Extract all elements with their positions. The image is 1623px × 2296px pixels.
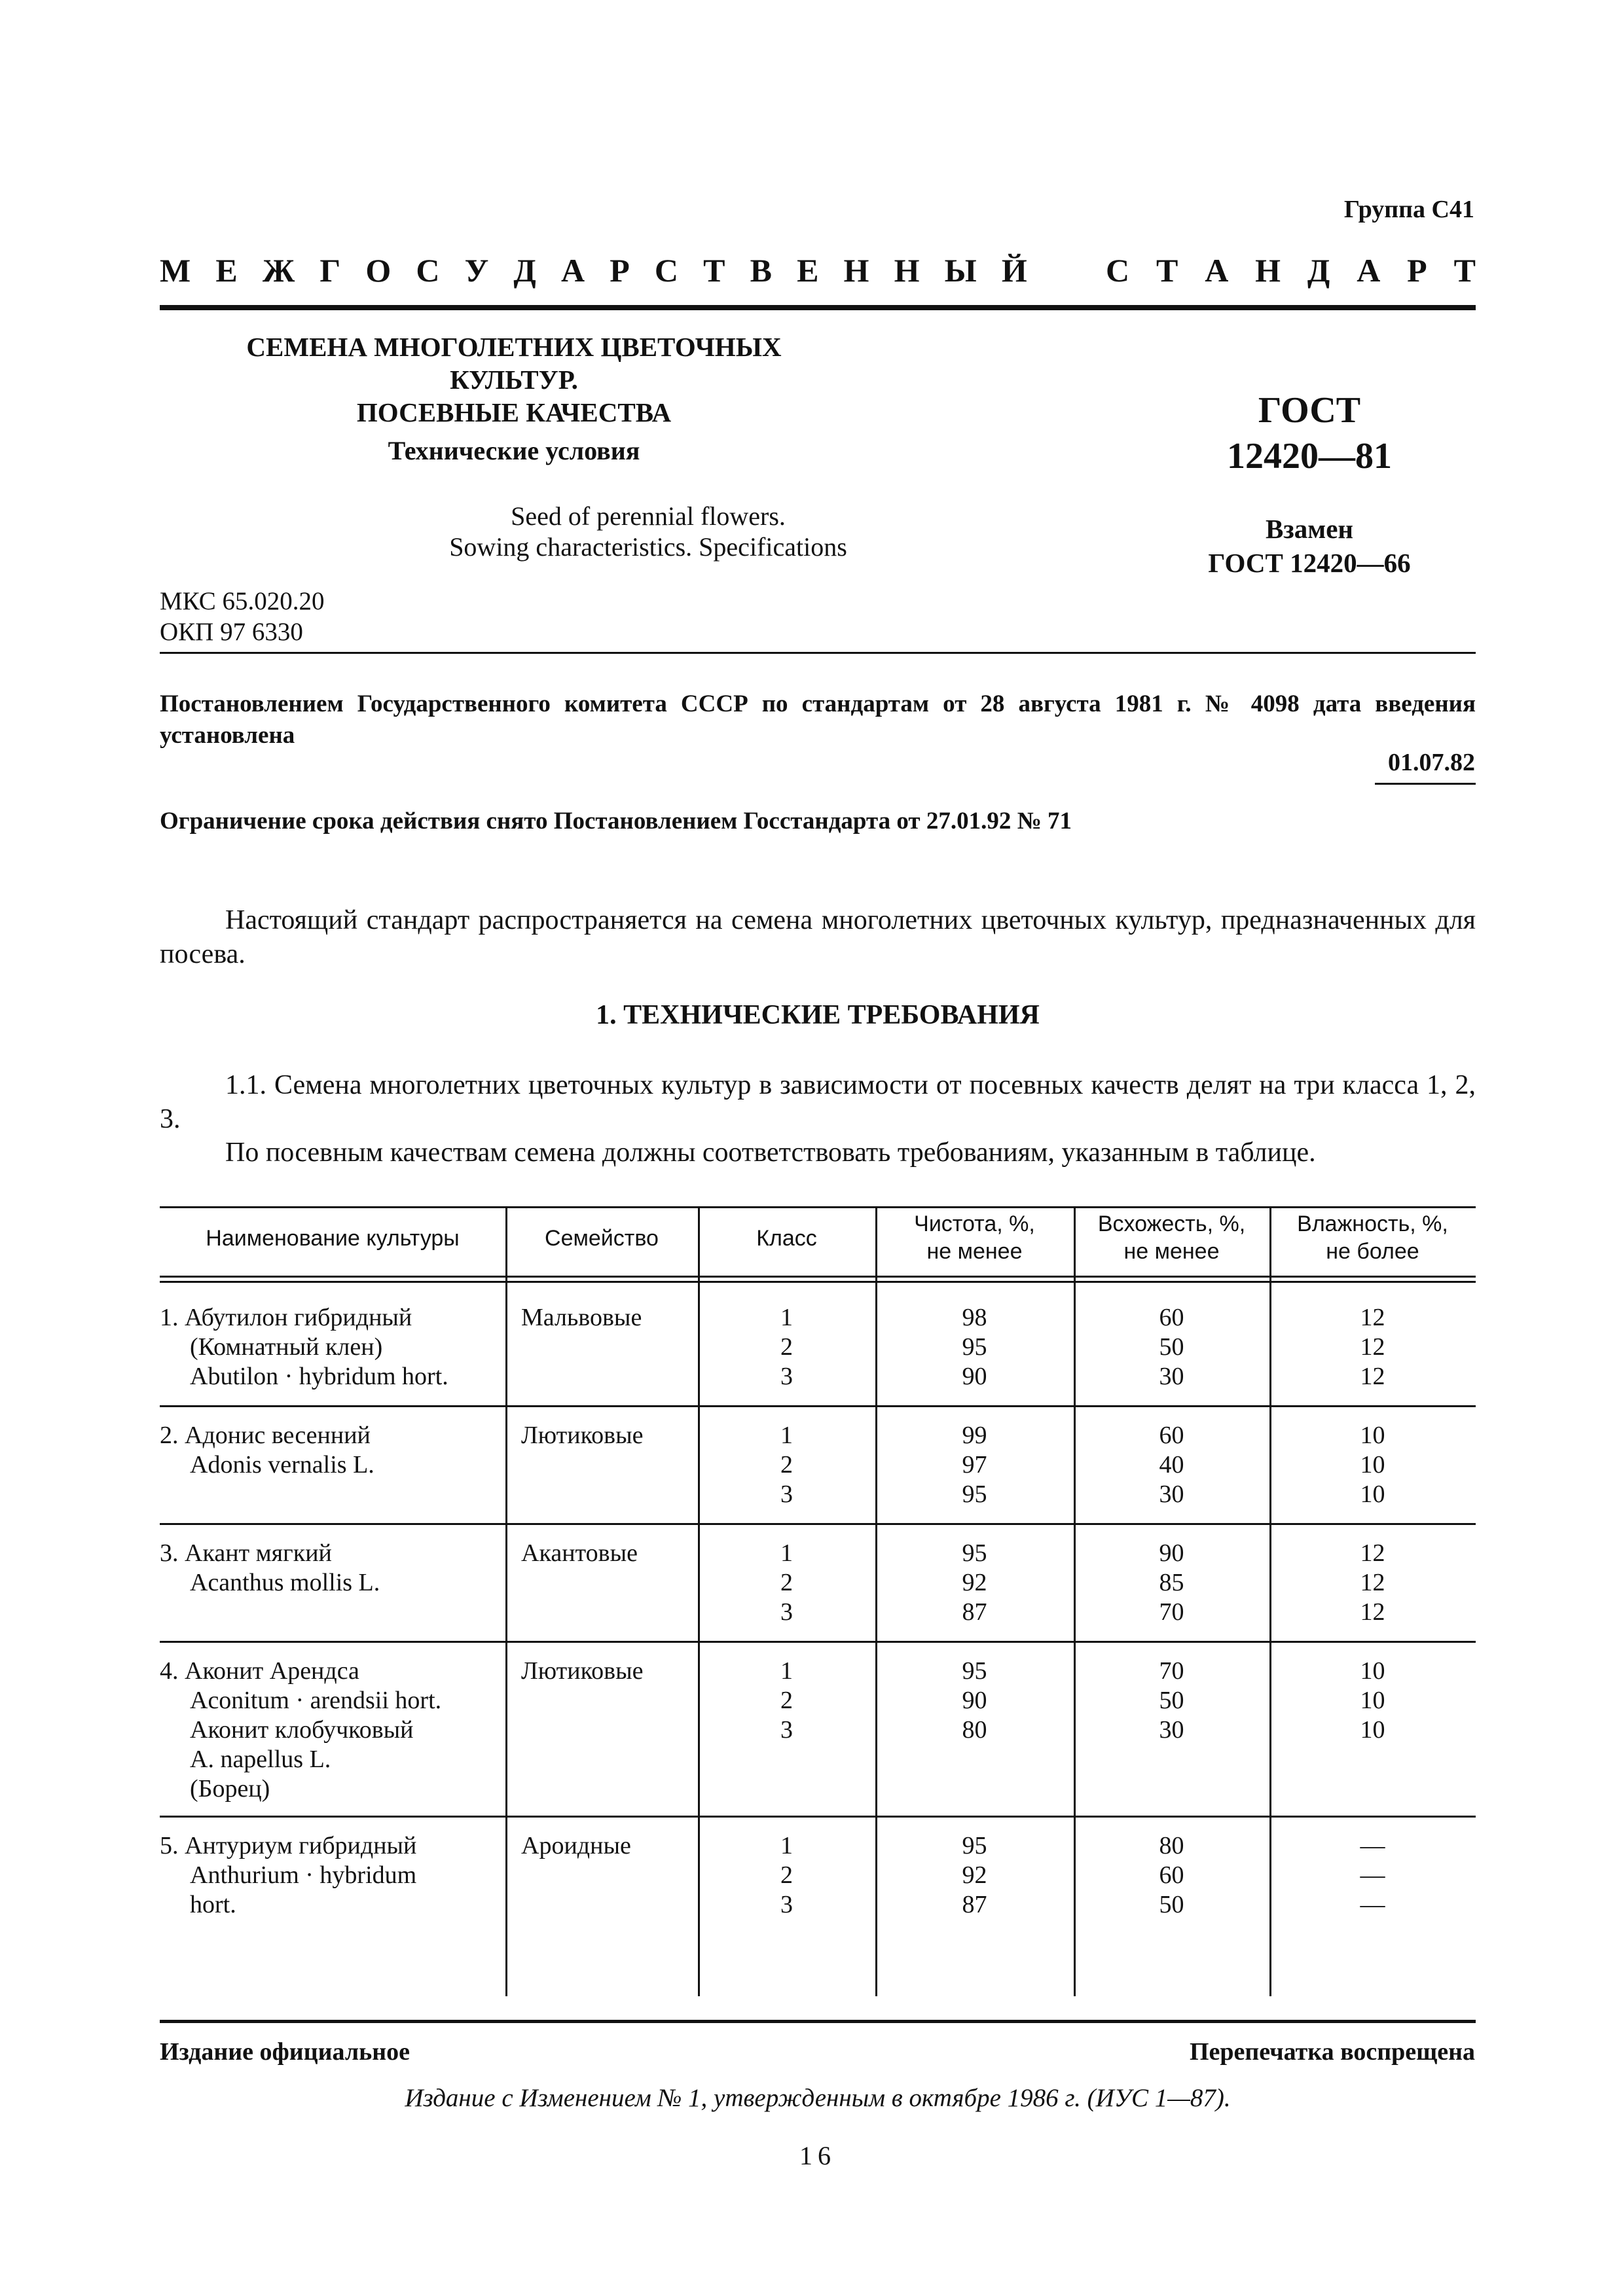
interstate-letter: Т — [703, 252, 725, 289]
table-value-purity: 97 — [962, 1451, 987, 1479]
crop-family: Ароидные — [521, 1832, 631, 1859]
table-value-purity: 95 — [962, 1657, 987, 1685]
crop-name-line: Anthurium · hybridum — [190, 1861, 417, 1889]
crop-family: Лютиковые — [521, 1422, 644, 1449]
title-rule — [160, 652, 1476, 654]
interstate-letter: Е — [215, 252, 238, 289]
table-value-moist: 12 — [1360, 1539, 1385, 1567]
interstate-letter: Е — [797, 252, 819, 289]
interstate-letter: У — [464, 252, 489, 289]
classification-codes — [160, 586, 324, 647]
standard-word — [1106, 251, 1476, 289]
table-value-purity: 90 — [962, 1687, 987, 1714]
interstate-letter: Н — [894, 252, 920, 289]
table-value-classes: 2 — [780, 1687, 793, 1714]
column-header-family: Семейство — [545, 1226, 659, 1251]
table-value-purity: 92 — [962, 1861, 987, 1889]
table-value-purity: 92 — [962, 1569, 987, 1596]
gost-number-block — [1198, 387, 1421, 479]
table-value-moist: 10 — [1360, 1687, 1385, 1714]
table-value-classes: 3 — [780, 1891, 793, 1918]
table-value-moist: 10 — [1360, 1480, 1385, 1508]
table-value-germ: 50 — [1159, 1891, 1184, 1918]
english-line-2: Sowing characteristics. Specifications — [449, 532, 847, 562]
reprint-notice: Перепечатка воспрещена — [1189, 2038, 1475, 2066]
crop-name-line: 4. Аконит Арендса — [160, 1657, 359, 1685]
replaces-block — [1165, 512, 1453, 580]
table-value-classes: 2 — [780, 1569, 793, 1596]
standard-letter: А — [1205, 252, 1229, 289]
crop-name-line: Acanthus mollis L. — [190, 1569, 380, 1596]
standard-letter: С — [1106, 252, 1130, 289]
okp-code: ОКП 97 6330 — [160, 618, 303, 646]
table-value-classes: 1 — [780, 1304, 793, 1331]
footer-rule — [160, 2020, 1476, 2023]
introduction-date: 01.07.82 — [1388, 749, 1475, 776]
table-value-moist: — — [1360, 1891, 1385, 1918]
table-value-classes: 2 — [780, 1333, 793, 1361]
table-column-divider — [505, 1206, 507, 1996]
group-code: Группа С41 — [1343, 196, 1474, 223]
table-value-germ: 80 — [1159, 1832, 1184, 1859]
crop-name-line: (Борец) — [190, 1775, 270, 1803]
table-value-classes: 3 — [780, 1363, 793, 1390]
crop-name-line: (Комнатный клен) — [190, 1333, 383, 1361]
gost-label: ГОСТ — [1258, 390, 1361, 431]
table-value-classes: 1 — [780, 1539, 793, 1567]
table-value-purity: 87 — [962, 1598, 987, 1626]
table-value-purity: 95 — [962, 1333, 987, 1361]
table-value-moist: 12 — [1360, 1363, 1385, 1390]
interstate-letter: В — [750, 252, 772, 289]
crop-name-line: Аконит клобучковый — [190, 1716, 414, 1744]
interstate-letter: О — [365, 252, 392, 289]
interstate-letter: Р — [610, 252, 630, 289]
table-value-classes: 3 — [780, 1598, 793, 1626]
paragraph-1-1-b: По посевным качествам семена должны соответствовать требованиям, указанным в таблице. — [225, 1138, 1316, 1168]
table-value-germ: 30 — [1159, 1363, 1184, 1390]
table-value-purity: 80 — [962, 1716, 987, 1744]
table-value-classes: 3 — [780, 1716, 793, 1744]
table-row-rule — [160, 1641, 1476, 1643]
column-header-germination: Всхожесть, %, — [1097, 1211, 1246, 1236]
mks-code: МКС 65.020.20 — [160, 587, 325, 615]
table-top-rule — [160, 1206, 1476, 1208]
decree-text: Постановлением Государственного комитета СССР по стандартам от 28 августа 1981 г. № 4098 дата введения установлена — [160, 691, 1476, 749]
crop-name-line: hort. — [190, 1891, 236, 1918]
replaces-label: Взамен — [1265, 514, 1354, 544]
table-value-moist: 10 — [1360, 1422, 1385, 1449]
table-value-moist: — — [1360, 1861, 1385, 1889]
standard-letter: А — [1357, 252, 1381, 289]
standard-heading — [160, 251, 1476, 289]
table-value-purity: 90 — [962, 1363, 987, 1390]
document-title — [223, 331, 805, 429]
title-line-1: СЕМЕНА МНОГОЛЕТНИХ ЦВЕТОЧНЫХ КУЛЬТУР. — [246, 332, 782, 395]
interstate-letter: Н — [843, 252, 869, 289]
table-value-germ: 50 — [1159, 1333, 1184, 1361]
interstate-letter: Ж — [262, 252, 295, 289]
column-header-purity: Чистота, %, — [914, 1211, 1035, 1236]
table-row-rule — [160, 1816, 1476, 1818]
table-value-moist: 10 — [1360, 1716, 1385, 1744]
crop-name-line: 2. Адонис весенний — [160, 1422, 371, 1449]
crop-name-line: 3. Акант мягкий — [160, 1539, 332, 1567]
table-value-germ: 30 — [1159, 1716, 1184, 1744]
intro-paragraph: Настоящий стандарт распространяется на семена многолетних цветочных культур, предназначенных для посева. — [160, 905, 1476, 969]
amendment-note: Издание с Изменением № 1, утвержденным в октябре 1986 г. (ИУС 1—87). — [405, 2084, 1231, 2112]
standard-letter: Н — [1255, 252, 1281, 289]
table-value-germ: 60 — [1159, 1304, 1184, 1331]
interstate-letter: Г — [319, 252, 341, 289]
table-value-classes: 2 — [780, 1451, 793, 1479]
english-title — [367, 501, 930, 562]
column-header-moisture: Влажность, %, — [1297, 1211, 1448, 1236]
english-line-1: Seed of perennial flowers. — [511, 501, 786, 531]
replaces-number: ГОСТ 12420—66 — [1208, 548, 1411, 578]
table-value-germ: 60 — [1159, 1422, 1184, 1449]
table-value-germ: 30 — [1159, 1480, 1184, 1508]
table-value-germ: 85 — [1159, 1569, 1184, 1596]
crop-name-line: 5. Антуриум гибридный — [160, 1832, 417, 1859]
table-value-classes: 1 — [780, 1832, 793, 1859]
table-value-moist: 12 — [1360, 1569, 1385, 1596]
crop-name-line: Abutilon · hybridum hort. — [190, 1363, 448, 1390]
section-1-heading: 1. ТЕХНИЧЕСКИЕ ТРЕБОВАНИЯ — [596, 1000, 1040, 1030]
crop-family: Мальвовые — [521, 1304, 642, 1331]
table-value-purity: 95 — [962, 1539, 987, 1567]
gost-number: 12420—81 — [1227, 436, 1392, 476]
table-value-classes: 3 — [780, 1480, 793, 1508]
table-value-moist: 10 — [1360, 1451, 1385, 1479]
column-header-moisture-note: не более — [1326, 1239, 1419, 1264]
table-value-germ: 40 — [1159, 1451, 1184, 1479]
crop-family: Лютиковые — [521, 1657, 644, 1685]
standard-letter: Т — [1453, 252, 1476, 289]
table-header-rule-2 — [160, 1281, 1476, 1283]
table-value-moist: — — [1360, 1832, 1385, 1859]
standard-letter: Д — [1307, 252, 1330, 289]
crop-family: Акантовые — [521, 1539, 638, 1567]
requirements-table — [160, 1206, 1476, 1996]
table-value-moist: 10 — [1360, 1657, 1385, 1685]
official-edition: Издание официальное — [160, 2038, 410, 2066]
table-value-germ: 90 — [1159, 1539, 1184, 1567]
interstate-letter: Д — [513, 252, 536, 289]
table-value-moist: 12 — [1360, 1304, 1385, 1331]
title-line-2: ПОСЕВНЫЕ КАЧЕСТВА — [356, 397, 672, 427]
date-underline — [1375, 783, 1476, 785]
column-header-purity-note: не менее — [926, 1239, 1023, 1264]
table-value-germ: 60 — [1159, 1861, 1184, 1889]
interstate-letter: Ы — [944, 252, 977, 289]
table-value-purity: 99 — [962, 1422, 987, 1449]
table-row-rule — [160, 1523, 1476, 1525]
interstate-letter: С — [416, 252, 440, 289]
table-value-classes: 2 — [780, 1861, 793, 1889]
table-value-moist: 12 — [1360, 1333, 1385, 1361]
standard-letter: Р — [1407, 252, 1427, 289]
interstate-letter: Й — [1001, 252, 1027, 289]
table-value-moist: 12 — [1360, 1598, 1385, 1626]
table-value-germ: 70 — [1159, 1598, 1184, 1626]
limitation-text: Ограничение срока действия снято Постановлением Госстандарта от 27.01.92 № 71 — [160, 808, 1072, 834]
crop-name-line: 1. Абутилон гибридный — [160, 1304, 412, 1331]
table-value-classes: 1 — [780, 1422, 793, 1449]
paragraph-1-1: 1.1. Семена многолетних цветочных культур в зависимости от посевных качеств делят на три класса 1, 2, 3. — [160, 1070, 1476, 1134]
table-value-purity: 95 — [962, 1832, 987, 1859]
column-header-germination-note: не менее — [1123, 1239, 1220, 1264]
standard-letter: Т — [1156, 252, 1178, 289]
page-number: 16 — [799, 2141, 836, 2170]
table-value-purity: 87 — [962, 1891, 987, 1918]
column-header-name: Наименование культуры — [206, 1226, 460, 1251]
crop-name-line: Adonis vernalis L. — [190, 1451, 374, 1479]
table-value-germ: 70 — [1159, 1657, 1184, 1685]
header-rule — [160, 305, 1476, 310]
document-subtitle: Технические условия — [388, 436, 640, 465]
table-value-classes: 1 — [780, 1657, 793, 1685]
column-header-class: Класс — [756, 1226, 817, 1251]
crop-name-line: A. napellus L. — [190, 1746, 331, 1773]
table-value-germ: 50 — [1159, 1687, 1184, 1714]
interstate-letter: М — [160, 252, 191, 289]
table-value-purity: 98 — [962, 1304, 987, 1331]
interstate-word — [160, 251, 1027, 289]
table-header-rule — [160, 1276, 1476, 1278]
interstate-letter: А — [560, 252, 585, 289]
table-value-purity: 95 — [962, 1480, 987, 1508]
interstate-letter: С — [654, 252, 678, 289]
crop-name-line: Aconitum · arendsii hort. — [190, 1687, 442, 1714]
table-row-rule — [160, 1405, 1476, 1407]
